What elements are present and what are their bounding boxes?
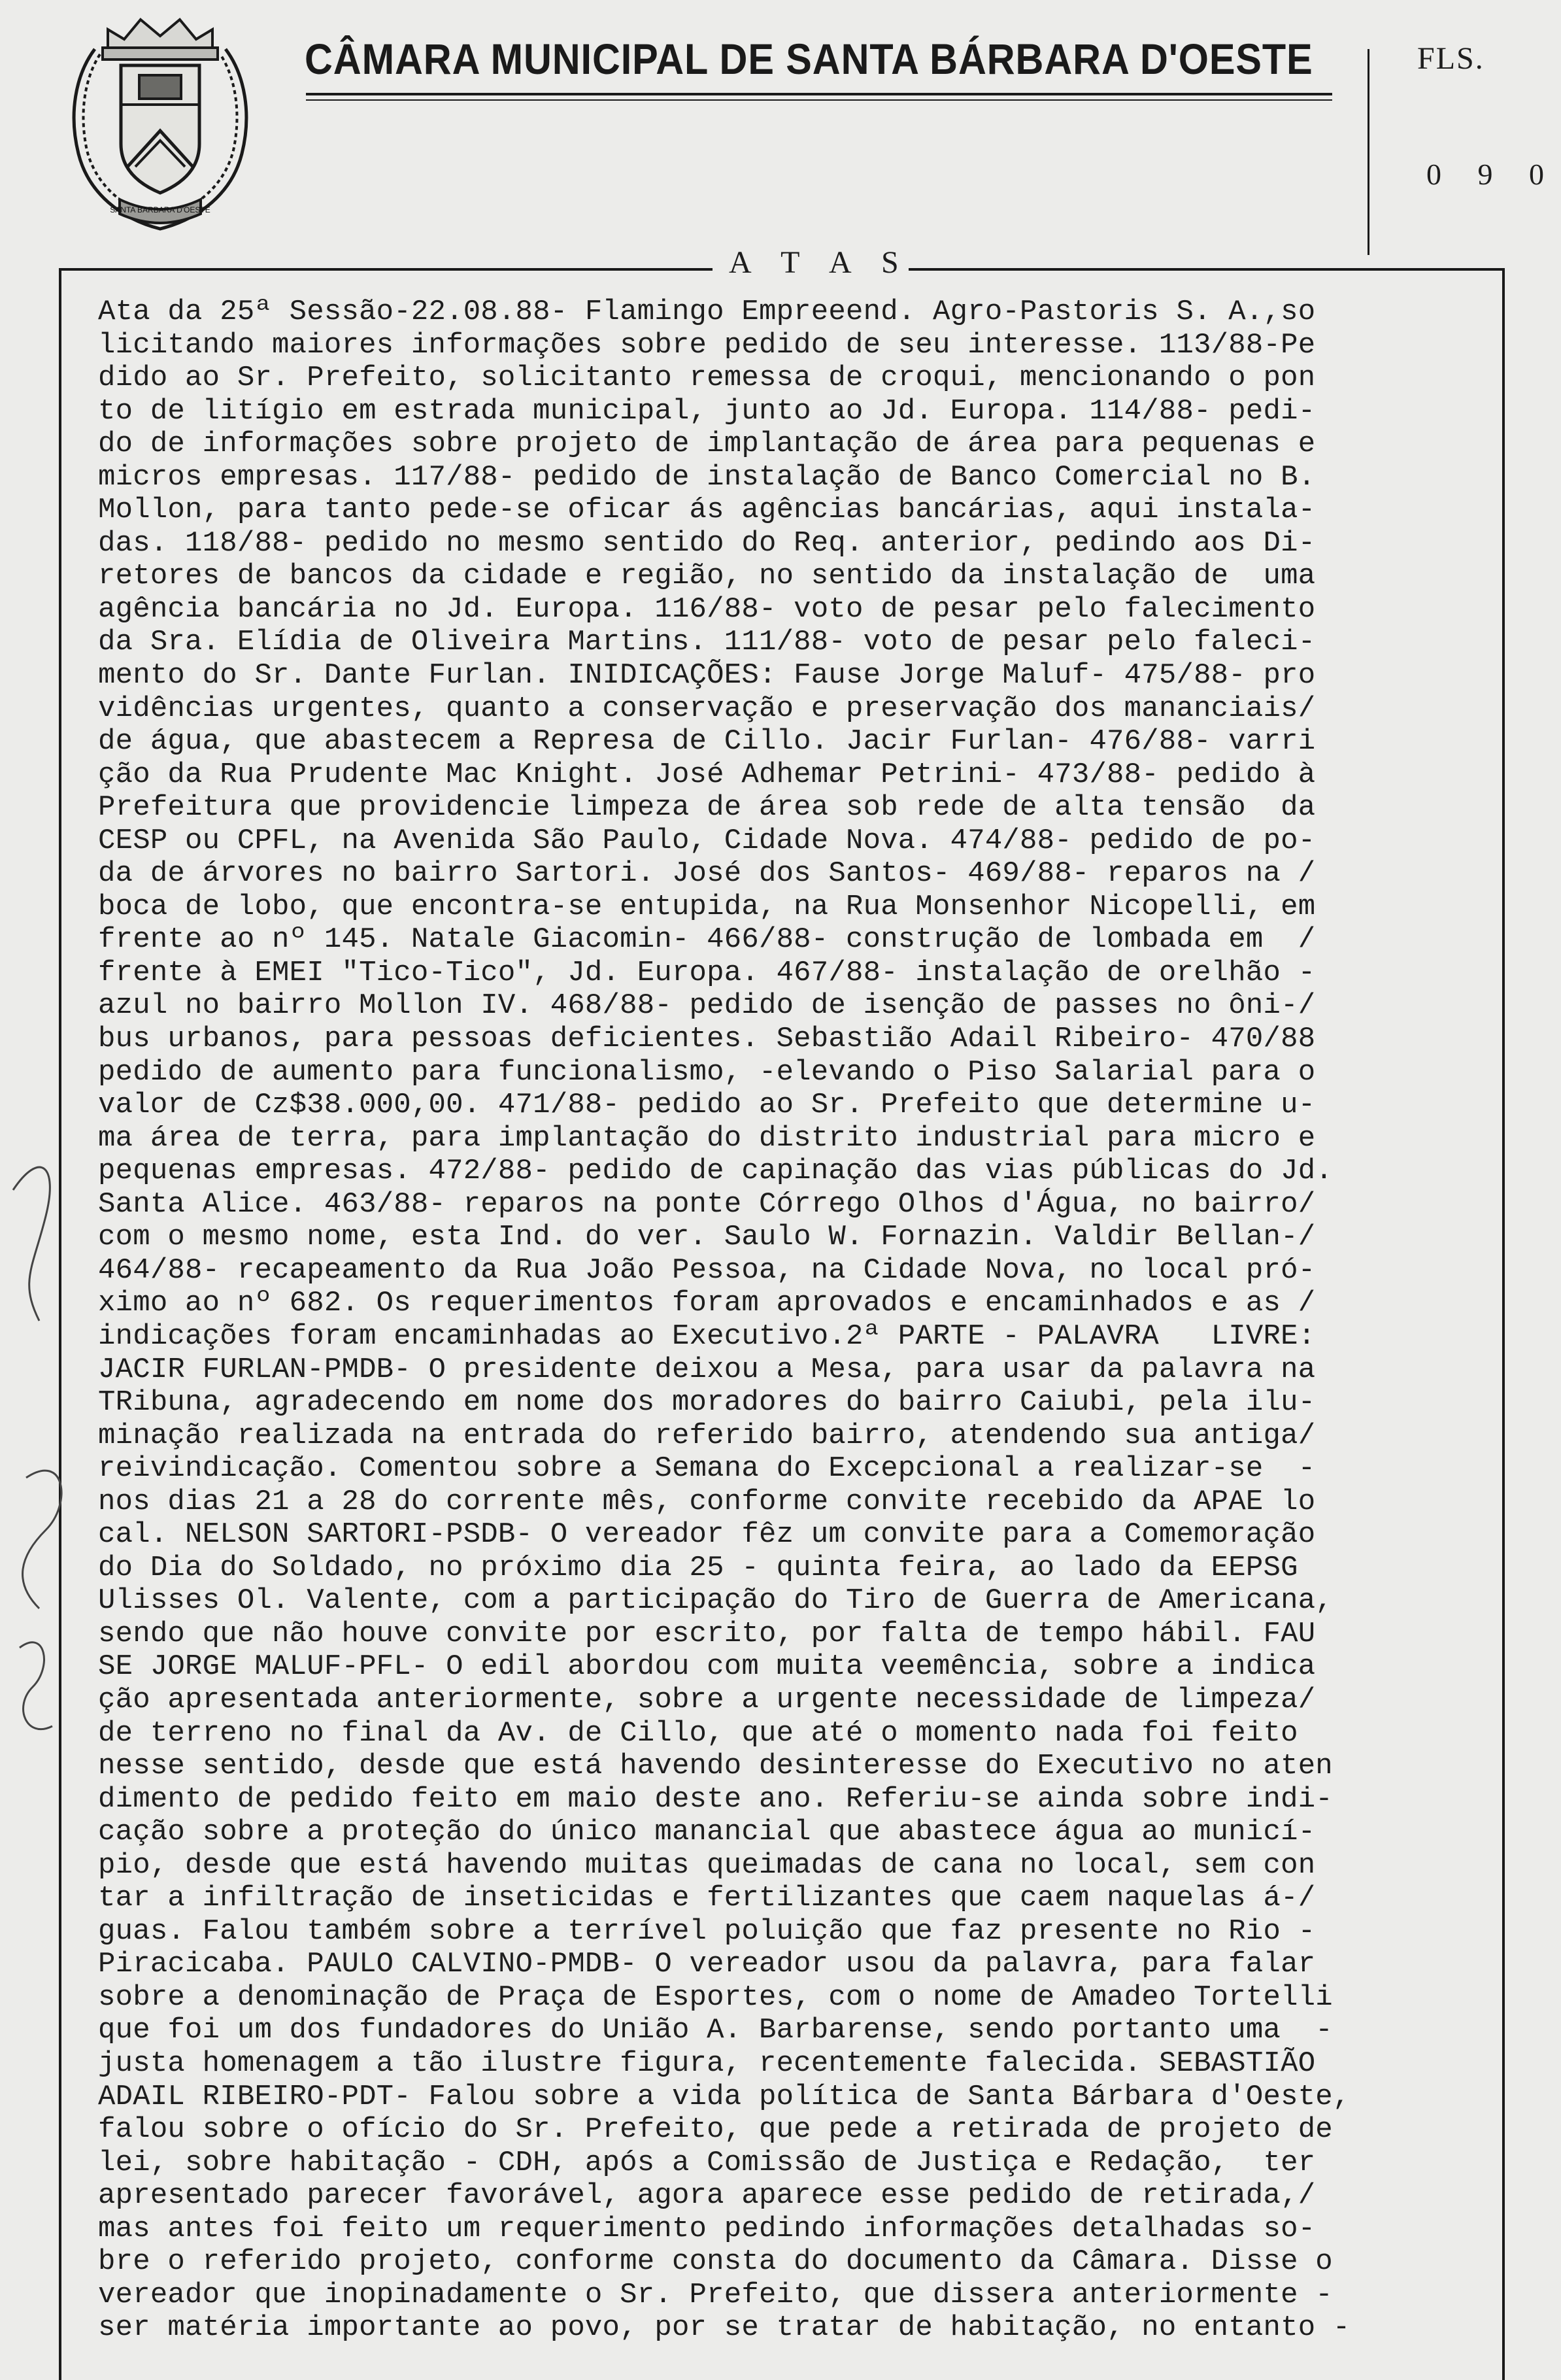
text-line: agência bancária no Jd. Europa. 116/88- voto de pesar pelo falecimento bbox=[98, 592, 1316, 626]
text-line: mas antes foi feito um requerimento pedindo informações detalhadas so- bbox=[98, 2212, 1316, 2245]
text-line: ção apresentada anteriormente, sobre a urgente necessidade de limpeza/ bbox=[98, 1683, 1316, 1716]
folio-label: FLS. bbox=[1417, 41, 1485, 76]
text-line: das. 118/88- pedido no mesmo sentido do Req. anterior, pedindo aos Di- bbox=[98, 526, 1316, 560]
text-line: bus urbanos, para pessoas deficientes. Sebastião Adail Ribeiro- 470/88 bbox=[98, 1023, 1316, 1056]
text-line: Santa Alice. 463/88- reparos na ponte Córrego Olhos d'Água, no bairro/ bbox=[98, 1187, 1316, 1221]
text-line: Piracicaba. PAULO CALVINO-PMDB- O vereador usou da palavra, para falar bbox=[98, 1948, 1316, 1981]
title-underline bbox=[306, 93, 1332, 95]
text-line: retores de bancos da cidade e região, no sentido da instalação de uma bbox=[98, 560, 1316, 593]
text-line: do Dia do Soldado, no próximo dia 25 - quinta feira, ao lado da EEPSG bbox=[98, 1551, 1298, 1584]
text-line: pedido de aumento para funcionalismo, -elevando o Piso Salarial para o bbox=[98, 1055, 1316, 1089]
frame-right-border bbox=[1502, 268, 1505, 2380]
title-underline-thin bbox=[306, 99, 1332, 101]
text-line: Ata da 25ª Sessão-22.08.88- Flamingo Empreeend. Agro-Pastoris S. A.,so bbox=[98, 296, 1316, 328]
folio-number: 0 9 0 bbox=[1426, 158, 1558, 191]
text-line: ser matéria importante ao povo, por se tratar de habitação, no entanto - bbox=[98, 2311, 1351, 2345]
text-line: apresentado parecer favorável, agora aparece esse pedido de retirada,/ bbox=[98, 2179, 1316, 2213]
text-line: Prefeitura que providencie limpeza de área sob rede de alta tensão da bbox=[98, 791, 1316, 824]
text-line: falou sobre o ofício do Sr. Prefeito, que pede a retirada de projeto de bbox=[98, 2113, 1333, 2147]
text-line: licitando maiores informações sobre pedido de seu interesse. 113/88-Pe bbox=[98, 328, 1316, 362]
text-line: minação realizada na entrada do referido bairro, atendendo sua antiga/ bbox=[98, 1419, 1316, 1452]
header-divider bbox=[1368, 49, 1369, 255]
text-line: guas. Falou também sobre a terrível poluição que faz presente no Rio - bbox=[98, 1914, 1316, 1948]
text-line: nos dias 21 a 28 do corrente mês, conforme convite recebido da APAE lo bbox=[98, 1485, 1316, 1518]
handwritten-margin-mark bbox=[0, 1112, 85, 1765]
text-line: 464/88- recapeamento da Rua João Pessoa, na Cidade Nova, no local pró- bbox=[98, 1253, 1316, 1287]
text-line: de água, que abastecem a Represa de Cillo. Jacir Furlan- 476/88- varri bbox=[98, 725, 1316, 758]
text-line: pequenas empresas. 472/88- pedido de capinação das vias públicas do Jd. bbox=[98, 1155, 1333, 1188]
text-line: pio, desde que está havendo muitas queimadas de cana no local, sem con bbox=[98, 1848, 1316, 1882]
text-line: sendo que não houve convite por escrito, por falta de tempo hábil. FAU bbox=[98, 1617, 1316, 1650]
text-line: frente à EMEI "Tico-Tico", Jd. Europa. 467/88- instalação de orelhão - bbox=[98, 956, 1316, 989]
text-line: mento do Sr. Dante Furlan. INIDICAÇÕES: Fause Jorge Maluf- 475/88- pro bbox=[98, 659, 1316, 692]
text-line: reivindicação. Comentou sobre a Semana do Excepcional a realizar-se - bbox=[98, 1452, 1316, 1486]
text-line: frente ao nº 145. Natale Giacomin- 466/88- construção de lombada em / bbox=[98, 923, 1316, 957]
section-heading: A T A S bbox=[729, 245, 911, 280]
text-line: vereador que inopinadamente o Sr. Prefeito, que dissera anteriormente - bbox=[98, 2278, 1333, 2311]
svg-text:SANTA BARBARA D'OESTE: SANTA BARBARA D'OESTE bbox=[110, 205, 210, 214]
text-line: bre o referido projeto, conforme consta do documento da Câmara. Disse o bbox=[98, 2245, 1333, 2279]
text-line: dido ao Sr. Prefeito, solicitanto remessa de croqui, mencionando o pon bbox=[98, 362, 1316, 395]
text-line: lei, sobre habitação - CDH, após a Comissão de Justiça e Redação, ter bbox=[98, 2146, 1316, 2179]
text-line: ção da Rua Prudente Mac Knight. José Adhemar Petrini- 473/88- pedido à bbox=[98, 758, 1316, 791]
text-line: indicações foram encaminhadas ao Executivo.2ª PARTE - PALAVRA LIVRE: bbox=[98, 1319, 1316, 1353]
text-line: que foi um dos fundadores do União A. Barbarense, sendo portanto uma - bbox=[98, 2014, 1333, 2047]
text-line: de terreno no final da Av. de Cillo, que até o momento nada foi feito bbox=[98, 1716, 1298, 1750]
frame-top-border bbox=[59, 268, 713, 271]
text-line: boca de lobo, que encontra-se entupida, na Rua Monsenhor Nicopelli, em bbox=[98, 890, 1316, 923]
minutes-text bbox=[98, 296, 1502, 2345]
text-line: azul no bairro Mollon IV. 468/88- pedido de isenção de passes no ôni-/ bbox=[98, 989, 1316, 1023]
text-line: valor de Cz$38.000,00. 471/88- pedido ao Sr. Prefeito que determine u- bbox=[98, 1089, 1316, 1122]
text-line: Mollon, para tanto pede-se oficar ás agências bancárias, aqui instala- bbox=[98, 494, 1316, 527]
text-line: to de litígio em estrada municipal, junto ao Jd. Europa. 114/88- pedi- bbox=[98, 394, 1316, 428]
text-line: ADAIL RIBEIRO-PDT- Falou sobre a vida política de Santa Bárbara d'Oeste, bbox=[98, 2080, 1351, 2113]
text-line: micros empresas. 117/88- pedido de instalação de Banco Comercial no B. bbox=[98, 460, 1316, 494]
frame-top-border bbox=[909, 268, 1505, 271]
text-line: ma área de terra, para implantação do distrito industrial para micro e bbox=[98, 1121, 1316, 1155]
text-line: CESP ou CPFL, na Avenida São Paulo, Cidade Nova. 474/88- pedido de po- bbox=[98, 824, 1316, 857]
document-title: CÂMARA MUNICIPAL DE SANTA BÁRBARA D'OESTE bbox=[305, 35, 1313, 83]
text-line: do de informações sobre projeto de implantação de área para pequenas e bbox=[98, 428, 1316, 461]
municipal-crest-icon bbox=[62, 3, 258, 245]
text-line: ximo ao nº 682. Os requerimentos foram aprovados e encaminhados e as / bbox=[98, 1287, 1316, 1320]
text-line: com o mesmo nome, esta Ind. do ver. Saulo W. Fornazin. Valdir Bellan-/ bbox=[98, 1221, 1316, 1254]
text-line: JACIR FURLAN-PMDB- O presidente deixou a Mesa, para usar da palavra na bbox=[98, 1353, 1316, 1386]
text-line: da de árvores no bairro Sartori. José dos Santos- 469/88- reparos na / bbox=[98, 857, 1316, 891]
text-line: cal. NELSON SARTORI-PSDB- O vereador fêz um convite para a Comemoração bbox=[98, 1518, 1316, 1552]
text-line: tar a infiltração de inseticidas e fertilizantes que caem naquelas á-/ bbox=[98, 1882, 1316, 1915]
text-line: Ulisses Ol. Valente, com a participação do Tiro de Guerra de Americana, bbox=[98, 1584, 1333, 1618]
text-line: SE JORGE MALUF-PFL- O edil abordou com muita veemência, sobre a indica bbox=[98, 1650, 1316, 1684]
text-line: cação sobre a proteção do único manancial que abastece água ao municí- bbox=[98, 1816, 1316, 1849]
text-line: TRibuna, agradecendo em nome dos moradores do bairro Caiubi, pela ilu- bbox=[98, 1386, 1316, 1420]
text-line: justa homenagem a tão ilustre figura, recentemente falecida. SEBASTIÃO bbox=[98, 2047, 1316, 2080]
text-line: nesse sentido, desde que está havendo desinteresse do Executivo no aten bbox=[98, 1750, 1333, 1783]
text-line: sobre a denominação de Praça de Esportes, com o nome de Amadeo Tortelli bbox=[98, 1980, 1333, 2014]
text-line: dimento de pedido feito em maio deste ano. Referiu-se ainda sobre indi- bbox=[98, 1782, 1333, 1816]
text-line: vidências urgentes, quanto a conservação e preservação dos mananciais/ bbox=[98, 692, 1316, 725]
text-line: da Sra. Elídia de Oliveira Martins. 111/88- voto de pesar pelo faleci- bbox=[98, 626, 1316, 659]
